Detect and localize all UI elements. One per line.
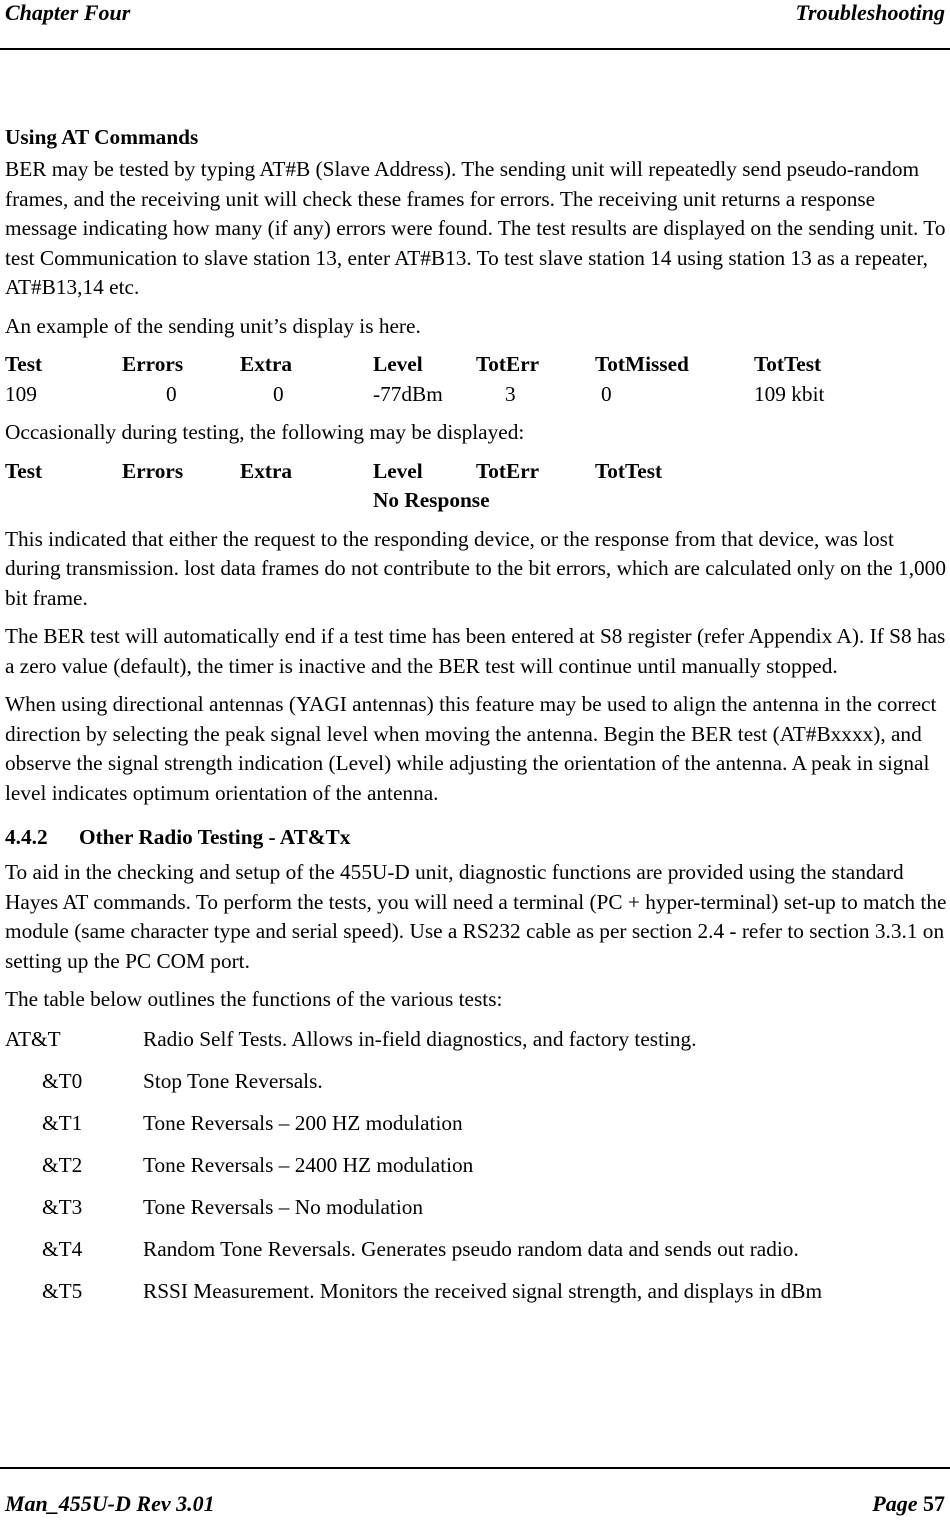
test-code: &T3 [42,1194,83,1219]
footer-page-number: 57 [923,1491,945,1516]
value-toterr: 3 [505,381,516,406]
paragraph-ber-timer: The BER test will automatically end if a test time has been entered at S8 register (refer Appendix A). If S8 has a zero value (default), the timer is inactive and the BER test will continue until manually stopped. [5,624,946,678]
test-description: Random Tone Reversals. Generates pseudo random data and sends out radio. [143,1236,799,1261]
list-item [5,1025,950,1067]
col-header-level: Level [373,352,423,376]
no-response-message: No Response [373,488,490,512]
value-tottest: 109 kbit [754,381,825,406]
col-header-toterr: TotErr [476,352,540,376]
footer-page-label: Page [872,1491,918,1516]
list-item [5,1109,950,1151]
ber-table-header-row [5,350,950,380]
test-description: Radio Self Tests. Allows in-field diagnostics, and factory testing. [143,1026,697,1051]
col-header-totmissed: TotMissed [595,352,689,376]
value-totmissed: 0 [601,381,612,406]
ber-table-value-row [5,380,950,410]
value-extra: 0 [273,381,284,406]
test-code: &T1 [42,1110,83,1135]
col-header-tottest: TotTest [595,458,663,483]
test-description: Tone Reversals – No modulation [143,1194,424,1219]
col-header-toterr: TotErr [476,458,540,483]
test-code: &T0 [42,1068,83,1093]
paragraph-yagi: When using directional antennas (YAGI antennas) this feature may be used to align the antenna in the correct direction by selecting the peak signal level when moving the antenna. Begin the BER test (AT#Bxxxx), and observe the signal strength indication (Level) while adjusting the orientation of the antenna. A peak in signal level indicates optimum orientation of the antenna. [5,692,937,805]
col-header-extra: Extra [240,352,293,376]
value-errors: 0 [166,381,177,406]
no-response-message-row [5,486,950,516]
paragraph-lost-frames: This indicated that either the request to the responding device, or the response from that device, was lost during transmission. lost data frames do not contribute to the bit errors, which are calculated only on the 1,000 bit frame. [5,526,946,610]
test-code: AT&T [5,1026,61,1051]
col-header-errors: Errors [122,458,184,483]
list-item [5,1151,950,1193]
paragraph-table-intro: The table below outlines the functions of the various tests: [5,987,503,1011]
paragraph-ber-intro: BER may be tested by typing AT#B (Slave Address). The sending unit will repeatedly send pseudo-random frames, and the receiving unit will check these frames for errors. The receiving unit returns a response message indicating how many (if any) errors were found. The test results are displayed on the sending unit. To test Communication to slave station 13, enter AT#B13. To test slave station 14 using station 13 as a repeater, AT#B13,14 etc. [5,157,946,299]
test-functions-list [5,1025,950,1319]
header-chapter: Chapter Four [5,0,131,25]
list-item [5,1067,950,1109]
list-item [5,1277,950,1319]
footer-rule [0,1467,950,1469]
test-description: Stop Tone Reversals. [143,1068,323,1093]
header-section: Troubleshooting [795,0,945,25]
test-code: &T4 [42,1236,83,1261]
header-rule [0,48,950,50]
subsection-heading [5,822,950,852]
col-header-test: Test [5,352,43,376]
footer-page [872,1491,945,1517]
paragraph-display-example: An example of the sending unit’s display is here. [5,313,421,338]
col-header-test: Test [5,458,43,483]
test-description: Tone Reversals – 2400 HZ modulation [143,1152,474,1177]
value-test: 109 [5,381,37,406]
subsection-title: Other Radio Testing - AT&Tx [79,825,351,849]
paragraph-radio-testing: To aid in the checking and setup of the 455U-D unit, diagnostic functions are provided using the standard Hayes AT commands. To perform the tests, you will need a terminal (PC + hyper-terminal) set-up to match the module (same character type and serial speed). Use a RS232 cable as per section 2.4 - refer to section 3.3.1 on setting up the PC COM port. [5,860,947,973]
ber-result-table [5,350,950,409]
paragraph-occasionally: Occasionally during testing, the following may be displayed: [5,420,525,444]
footer-manual: Man_455U-D Rev 3.01 [5,1491,215,1516]
test-description: RSSI Measurement. Monitors the received signal strength, and displays in dBm [143,1278,823,1303]
subsection-number: 4.4.2 [5,825,48,849]
page-content [5,120,950,1319]
no-response-header-row [5,457,950,487]
value-level: -77dBm [373,381,443,406]
col-header-errors: Errors [122,352,184,376]
test-description: Tone Reversals – 200 HZ modulation [143,1110,463,1135]
list-item [5,1193,950,1235]
col-header-tottest: TotTest [754,352,822,376]
col-header-extra: Extra [240,458,293,483]
test-code: &T2 [42,1152,83,1177]
list-item [5,1235,950,1277]
no-response-table [5,457,950,516]
col-header-level: Level [373,458,423,483]
test-code: &T5 [42,1278,83,1303]
section-heading: Using AT Commands [5,125,199,149]
